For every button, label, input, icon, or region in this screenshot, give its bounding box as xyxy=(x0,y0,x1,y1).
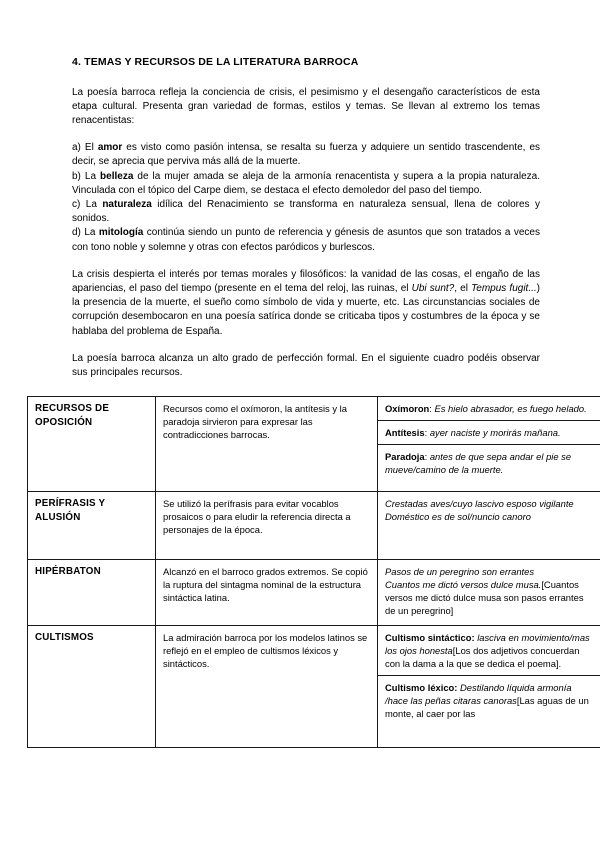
list-item xyxy=(72,141,540,169)
crisis-paragraph xyxy=(72,268,540,339)
example-perifrasis xyxy=(378,492,600,528)
example-quote: lasciva en movimiento/mas los ojos honesta xyxy=(385,632,590,657)
list-item-keyword: mitología xyxy=(98,227,144,239)
topic-ubi-sunt: Ubi sunt? xyxy=(411,283,455,295)
list-item-keyword: belleza xyxy=(100,170,134,182)
row-examples xyxy=(378,397,600,492)
recursos-table xyxy=(27,396,600,748)
crisis-segment-1: La crisis despierta el interés por temas morales y filosóficos: la vanidad de las cosas, el engaño de las apariencias, el paso del tiempo (presente en el tema del reloj, las ruinas, el xyxy=(72,268,540,295)
row-description: Se utilizó la perífrasis para evitar vocablos prosaicos o para eludir la referencia directa a personajes de la época. xyxy=(156,492,378,560)
row-label-recursos-oposicion: RECURSOS DE OPOSICIÓN xyxy=(28,397,156,492)
example-separator: : xyxy=(429,403,435,415)
list-item-text: continúa siendo un punto de referencia y génesis de asuntos que son tratados a veces con tono noble y solemne y otras con efectos paródicos y burlescos. xyxy=(72,227,540,253)
example-term: Cultismo léxico: xyxy=(385,682,458,694)
themes-list xyxy=(72,141,540,255)
example-quote: Crestadas aves/cuyo lascivo esposo vigilante Doméstico es de sol/nuncio canoro xyxy=(385,498,574,523)
closing-paragraph: La poesía barroca alcanza un alto grado de perfección formal. En el siguiente cuadro podéis observar sus principales recursos. xyxy=(72,352,540,379)
table-row xyxy=(28,626,600,748)
table-row xyxy=(28,560,600,626)
row-description: Alcanzó en el barroco grados extremos. Se copió la ruptura del sintagma nominal de la estructura sintáctica latina. xyxy=(156,560,378,626)
row-label-perifrasis-alusion: PERÍFRASIS Y ALUSIÓN xyxy=(28,492,156,560)
row-examples xyxy=(378,560,600,626)
example-quote: Pasos de un peregrino son errantes Cuantos me dictó versos dulce musa. xyxy=(385,566,542,591)
list-item-keyword: amor xyxy=(97,142,123,154)
row-description: Recursos como el oxímoron, la antítesis y la paradoja sirvieron para expresar las contradicciones barrocas. xyxy=(156,397,378,492)
example-hiperbaton xyxy=(378,560,600,622)
row-description: La admiración barroca por los modelos latinos se reflejó en el empleo de cultismos léxicos y sintácticos. xyxy=(156,626,378,748)
crisis-segment-3: ) la presencia de la muerte, el sueño como símbolo de vida y muerte, etc. Las circunstancias sociales de corrupción desembocaron en una poesía satírica donde se criticaba tipos y costumbres de la época y se hablaba del problema de España. xyxy=(72,283,540,337)
crisis-segment-2: , el xyxy=(454,283,472,295)
example-cultismo-sintactico xyxy=(378,626,600,676)
example-note: [Los dos adjetivos concuerdan con la dama a la que se dedica el poema]. xyxy=(385,645,580,670)
example-quote: ayer naciste y morirás mañana. xyxy=(429,427,561,439)
row-label-hiperbaton: HIPÉRBATON xyxy=(28,560,156,626)
example-term: Cultismo sintáctico: xyxy=(385,632,475,644)
example-term: Oxímoron xyxy=(385,403,430,415)
example-note: [Cuantos versos me dictó dulce musa son pasos errantes de un peregrino] xyxy=(385,579,584,617)
example-antitesis xyxy=(378,421,600,445)
row-examples xyxy=(378,626,600,748)
example-quote: Destilando líquida armonía /hace las peñas citaras canoras xyxy=(385,682,572,707)
list-item xyxy=(72,198,540,226)
example-oximoron xyxy=(378,397,600,421)
example-quote: antes de que sepa andar el pie se mueve/camino de la muerte. xyxy=(385,451,572,476)
list-item xyxy=(72,226,540,254)
list-item-marker: d) La xyxy=(72,227,99,239)
row-examples xyxy=(378,492,600,560)
example-term: Antítesis xyxy=(385,427,425,439)
example-note: [Las aguas de un monte, al caer por las xyxy=(385,695,589,720)
table-row xyxy=(28,492,600,560)
example-quote: Es hielo abrasador, es fuego helado. xyxy=(434,403,587,415)
list-item-keyword: naturaleza xyxy=(102,199,152,211)
topic-tempus-fugit: Tempus fugit... xyxy=(471,283,537,295)
list-item-text: idílica del Renacimiento se transforma en naturaleza sensual, llena de colores y sonidos. xyxy=(72,199,540,225)
list-item-marker: b) La xyxy=(72,170,101,182)
page-title: 4. TEMAS Y RECURSOS DE LA LITERATURA BARROCA xyxy=(72,56,359,68)
example-cultismo-lexico xyxy=(378,676,600,725)
intro-paragraph: La poesía barroca refleja la conciencia de crisis, el pesimismo y el desengaño característicos de esta etapa cultural. Presenta gran variedad de formas, estilos y temas. Se llevan al extremo los temas renacentistas: xyxy=(72,86,540,126)
example-term: Paradoja xyxy=(385,451,425,463)
list-item-marker: a) El xyxy=(72,142,98,154)
example-separator: : xyxy=(424,427,430,439)
example-paradoja xyxy=(378,445,600,481)
list-item xyxy=(72,170,540,198)
list-item-text: es visto como pasión intensa, se resalta su fuerza y adquiere un sentido trascendente, es decir, se aprecia que perviva más allá de la muerte. xyxy=(72,142,541,168)
list-item-text: de la mujer amada se aleja de la armonía renacentista y supera a la propia naturaleza. Vinculada con el tópico del Carpe diem, se destaca el efecto demoledor del paso del tiempo. xyxy=(72,170,540,196)
table-row xyxy=(28,397,600,492)
list-item-marker: c) La xyxy=(72,199,103,211)
row-label-cultismos: CULTISMOS xyxy=(28,626,156,748)
example-separator: : xyxy=(424,451,430,463)
